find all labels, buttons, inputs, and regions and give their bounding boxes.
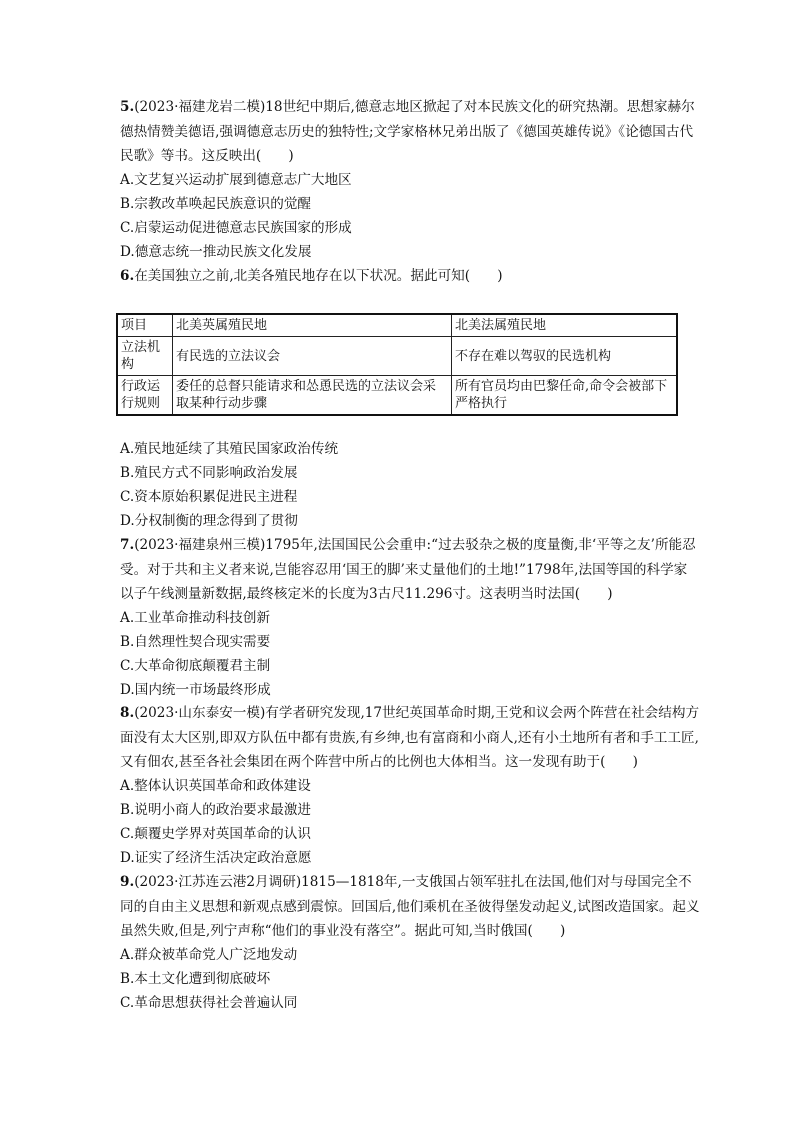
- option-c[interactable]: C.资本原始积累促进民主进程: [120, 489, 298, 505]
- table-cell: 行政运行规则: [117, 376, 173, 416]
- question-stem: (2023·江苏连云港2月调研)1815—1818年,一支俄国占领军驻扎在法国,他们对与母国完全不同的自由主义思想和新观点感到震惊。回国后,他们乘机在圣彼得堡发动起义,试图改造国家。起义虽然失败,但是,列宁声称“他们的事业没有落空”。据此可知,当时俄国( ): [120, 874, 700, 939]
- option-b[interactable]: B.殖民方式不同影响政治发展: [120, 465, 298, 481]
- question-number: 7.: [120, 537, 135, 553]
- option-a[interactable]: A.群众被革命党人广泛地发动: [120, 947, 298, 963]
- question-number: 9.: [120, 874, 135, 890]
- option-d[interactable]: D.证实了经济生活决定政治意愿: [120, 850, 312, 866]
- table-cell: 所有官员均由巴黎任命,命令会被部下严格执行: [452, 376, 678, 416]
- table-cell: 不存在难以驾驭的民选机构: [452, 337, 678, 376]
- option-d[interactable]: D.国内统一市场最终形成: [120, 682, 271, 698]
- option-a[interactable]: A.工业革命推动科技创新: [120, 610, 271, 626]
- option-b[interactable]: B.宗教改革唤起民族意识的觉醒: [120, 196, 312, 212]
- table-row: [117, 337, 677, 376]
- option-c[interactable]: C.启蒙运动促进德意志民族国家的形成: [120, 220, 352, 236]
- question-number: 6.: [120, 268, 135, 284]
- question-stem: (2023·福建泉州三模)1795年,法国国民公会重申:“过去驳杂之极的度量衡,非‘平等之友’所能忍受。对于共和主义者来说,岂能容忍用‘国王的脚’来丈量他们的土地!”1798年,法国等国的科学家以子午线测量新数据,最终核定米的长度为3古尺11.296寸。这表明当时法国( ): [120, 537, 696, 602]
- option-a[interactable]: A.文艺复兴运动扩展到德意志广大地区: [120, 172, 352, 188]
- question-stem: (2023·福建龙岩二模)18世纪中期后,德意志地区掀起了对本民族文化的研究热潮。思想家赫尔德热情赞美德语,强调德意志历史的独特性;文学家格林兄弟出版了《德国英雄传说》《论德国古代民歌》等书。这反映出( ): [120, 99, 695, 164]
- question-9: [120, 870, 700, 944]
- option-a[interactable]: A.整体认识英国革命和政体建设: [120, 778, 311, 794]
- option-b[interactable]: B.本土文化遭到彻底破坏: [120, 971, 271, 987]
- table-header-row: [117, 314, 677, 337]
- table-row: [117, 376, 677, 416]
- question-6: [120, 264, 700, 289]
- option-d[interactable]: D.德意志统一推动民族文化发展: [120, 244, 312, 260]
- question-8: [120, 701, 700, 775]
- option-c[interactable]: C.大革命彻底颠覆君主制: [120, 658, 271, 674]
- comparison-table: [116, 313, 678, 416]
- option-d[interactable]: D.分权制衡的理念得到了贯彻: [120, 513, 298, 529]
- table-cell: 委任的总督只能请求和怂恿民选的立法议会采取某种行动步骤: [173, 376, 452, 416]
- question-5: [120, 95, 700, 169]
- question-number: 5.: [120, 99, 135, 115]
- table-cell: 有民选的立法议会: [173, 337, 452, 376]
- option-b[interactable]: B.自然理性契合现实需要: [120, 634, 271, 650]
- question-7: [120, 533, 700, 607]
- question-stem: (2023·山东泰安一模)有学者研究发现,17世纪英国革命时期,王党和议会两个阵营在社会结构方面没有太大区别,即双方队伍中都有贵族,有乡绅,也有富商和小商人,还有小土地所有者和手工工匠,又有佃农,甚至各社会集团在两个阵营中所占的比例也大体相当。这一发现有助于( ): [120, 705, 700, 770]
- option-c[interactable]: C.革命思想获得社会普遍认同: [120, 995, 298, 1011]
- table-cell: 立法机构: [117, 337, 173, 376]
- option-a[interactable]: A.殖民地延续了其殖民国家政治传统: [120, 441, 339, 457]
- question-stem: 在美国独立之前,北美各殖民地存在以下状况。据此可知( ): [134, 268, 503, 284]
- table-header: 北美英属殖民地: [173, 314, 452, 337]
- option-b[interactable]: B.说明小商人的政治要求最激进: [120, 802, 312, 818]
- table-header: 北美法属殖民地: [452, 314, 678, 337]
- question-number: 8.: [120, 705, 135, 721]
- table-header: 项目: [117, 314, 173, 337]
- option-c[interactable]: C.颠覆史学界对英国革命的认识: [120, 826, 311, 842]
